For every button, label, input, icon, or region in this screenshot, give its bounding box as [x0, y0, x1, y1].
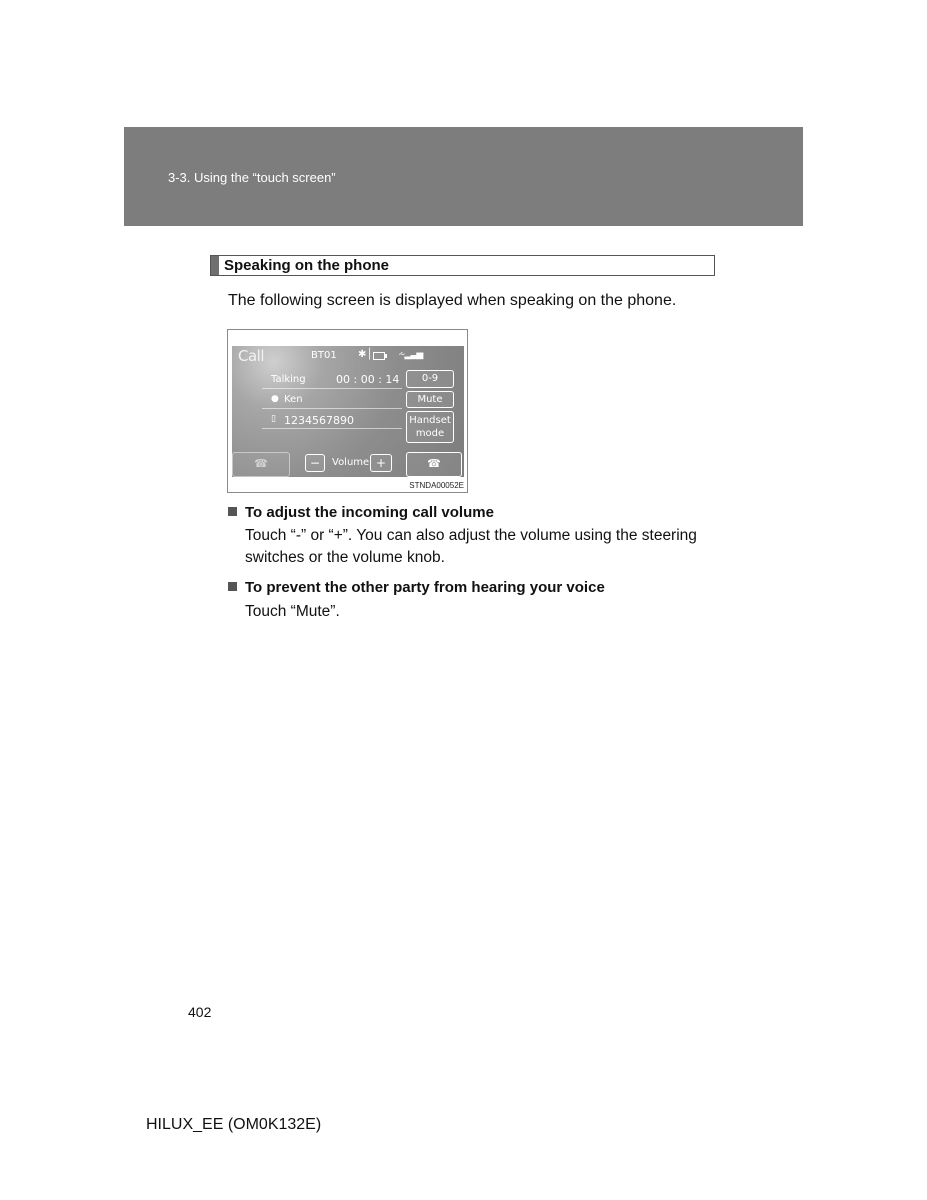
- call-timer: 00 : 00 : 14: [336, 373, 400, 386]
- section-heading-bar: [211, 256, 219, 275]
- section-reference: 3-3. Using the “touch screen”: [168, 170, 336, 185]
- phone-call-screen: [232, 346, 464, 477]
- item-2-title-text: To prevent the other party from hearing your voice: [245, 579, 605, 596]
- phone-number: 1234567890: [284, 414, 354, 427]
- end-call-button[interactable]: [406, 452, 462, 477]
- intro-text: The following screen is displayed when speaking on the phone.: [228, 292, 677, 309]
- bluetooth-icon: ✱│: [358, 349, 373, 360]
- keypad-button[interactable]: 0-9: [406, 370, 454, 388]
- item-2-title: [228, 579, 605, 596]
- signal-icon: ⩪▂▃▅: [398, 350, 423, 360]
- item-2-line-1: Touch “Mute”.: [245, 603, 340, 620]
- item-1-body: [245, 525, 697, 569]
- chapter-header: [124, 127, 803, 226]
- screen-figure: [227, 329, 468, 493]
- handset-label: Handset: [409, 415, 451, 426]
- device-name: BT01: [311, 350, 337, 361]
- volume-up-button[interactable]: +: [370, 454, 392, 472]
- call-button[interactable]: [232, 452, 290, 477]
- status-divider: [262, 388, 402, 389]
- screen-title: Call: [238, 347, 265, 365]
- contact-divider: [262, 408, 402, 409]
- call-status: Talking: [271, 374, 306, 385]
- end-call-icon: ☎: [427, 457, 441, 470]
- section-title: Speaking on the phone: [224, 257, 390, 274]
- volume-label: Volume: [332, 457, 370, 468]
- item-2-body: [245, 601, 340, 623]
- item-1-line-1: Touch “-” or “+”. You can also adjust the volume using the steering: [245, 527, 697, 544]
- figure-code: STNDA00052E: [409, 481, 464, 490]
- handset-mode-button[interactable]: [406, 411, 454, 443]
- mobile-phone-icon: ▯: [271, 414, 276, 424]
- page-number: 402: [188, 1004, 212, 1020]
- item-1-title: [228, 504, 494, 521]
- mute-button[interactable]: Mute: [406, 391, 454, 408]
- battery-icon: [373, 352, 385, 360]
- footer-code: HILUX_EE (OM0K132E): [146, 1116, 322, 1133]
- item-1-title-text: To adjust the incoming call volume: [245, 504, 494, 521]
- bullet-square-icon: [228, 582, 237, 591]
- person-icon: ●: [271, 394, 279, 404]
- contact-name: Ken: [284, 394, 303, 405]
- section-heading-box: [210, 255, 715, 276]
- call-icon: ☎: [254, 457, 268, 470]
- item-1-line-2: switches or the volume knob.: [245, 549, 445, 566]
- volume-down-button[interactable]: −: [305, 454, 325, 472]
- bullet-square-icon: [228, 507, 237, 516]
- mode-label: mode: [415, 428, 445, 439]
- number-divider: [262, 428, 402, 429]
